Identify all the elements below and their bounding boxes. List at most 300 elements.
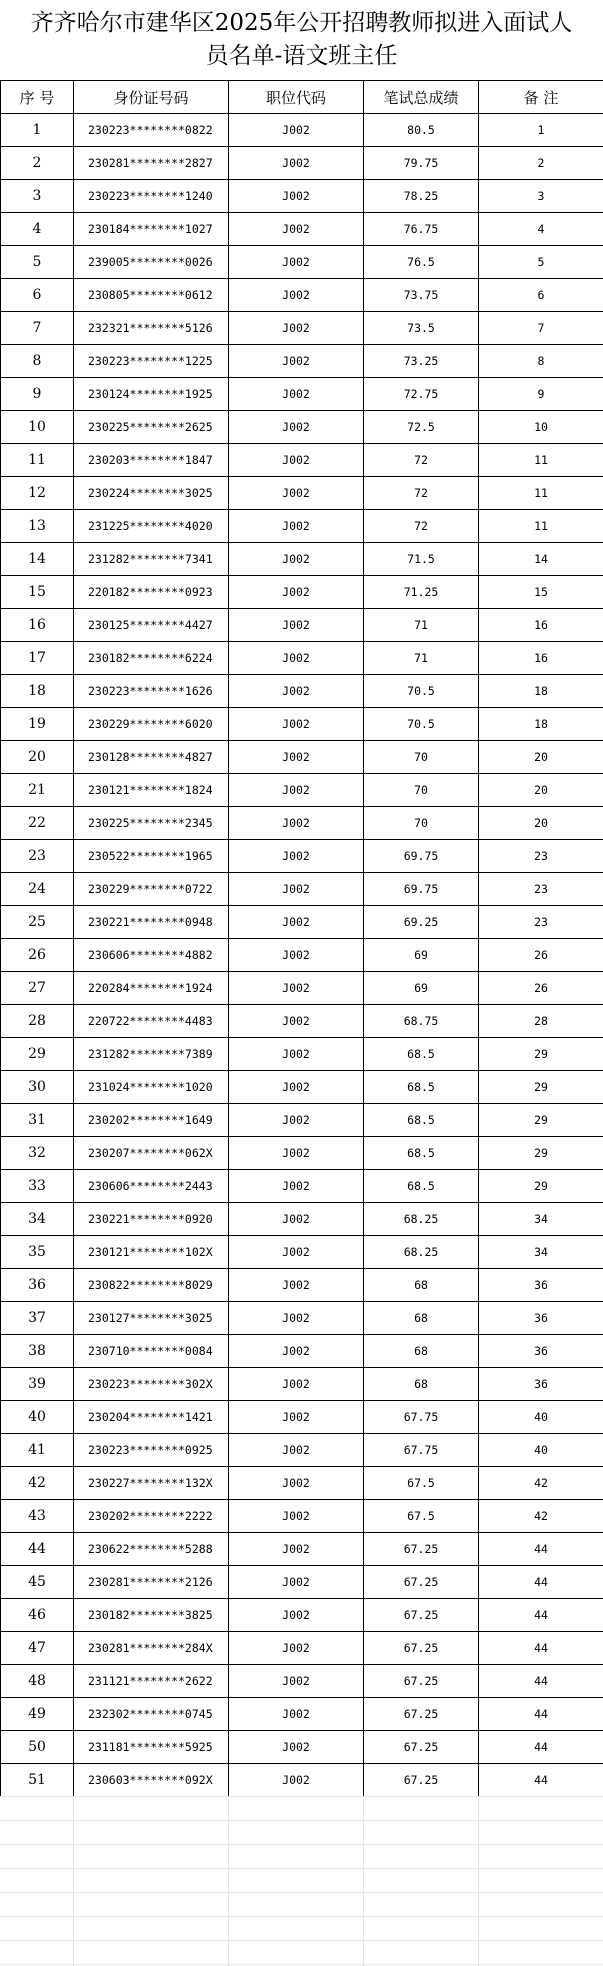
cell-remark: 20 bbox=[479, 774, 603, 807]
cell-seq: 37 bbox=[1, 1302, 74, 1335]
cell-id-number: 230221********0948 bbox=[74, 906, 229, 939]
table-row bbox=[1, 1269, 603, 1302]
cell-remark: 23 bbox=[479, 873, 603, 906]
cell-id-number: 230281********284X bbox=[74, 1632, 229, 1665]
table-row bbox=[1, 279, 603, 312]
cell-remark: 42 bbox=[479, 1467, 603, 1500]
cell-remark: 15 bbox=[479, 576, 603, 609]
table-row bbox=[1, 114, 603, 147]
header-row bbox=[1, 81, 603, 114]
cell-id-number: 231121********2622 bbox=[74, 1665, 229, 1698]
cell-position-code: J002 bbox=[229, 675, 364, 708]
cell-remark: 44 bbox=[479, 1599, 603, 1632]
cell-remark: 29 bbox=[479, 1038, 603, 1071]
table-row bbox=[1, 1731, 603, 1764]
cell-seq: 12 bbox=[1, 477, 74, 510]
cell-written-score: 72.75 bbox=[364, 378, 479, 411]
cell-position-code: J002 bbox=[229, 642, 364, 675]
grid-line bbox=[0, 1916, 603, 1917]
cell-id-number: 230606********2443 bbox=[74, 1170, 229, 1203]
table-row bbox=[1, 741, 603, 774]
cell-position-code: J002 bbox=[229, 345, 364, 378]
cell-seq: 48 bbox=[1, 1665, 74, 1698]
cell-id-number: 231282********7341 bbox=[74, 543, 229, 576]
cell-seq: 18 bbox=[1, 675, 74, 708]
cell-written-score: 68 bbox=[364, 1269, 479, 1302]
cell-seq: 1 bbox=[1, 114, 74, 147]
cell-written-score: 76.5 bbox=[364, 246, 479, 279]
table-row bbox=[1, 1335, 603, 1368]
cell-id-number: 231225********4020 bbox=[74, 510, 229, 543]
cell-written-score: 68.5 bbox=[364, 1038, 479, 1071]
cell-seq: 25 bbox=[1, 906, 74, 939]
cell-seq: 11 bbox=[1, 444, 74, 477]
table-row bbox=[1, 939, 603, 972]
cell-remark: 18 bbox=[479, 675, 603, 708]
cell-id-number: 230221********0920 bbox=[74, 1203, 229, 1236]
cell-seq: 17 bbox=[1, 642, 74, 675]
table-body bbox=[1, 114, 603, 1797]
cell-remark: 42 bbox=[479, 1500, 603, 1533]
table-row bbox=[1, 345, 603, 378]
table-row bbox=[1, 1005, 603, 1038]
cell-id-number: 230223********1626 bbox=[74, 675, 229, 708]
table-row bbox=[1, 1368, 603, 1401]
cell-seq: 29 bbox=[1, 1038, 74, 1071]
grid-line bbox=[0, 1892, 603, 1893]
cell-position-code: J002 bbox=[229, 708, 364, 741]
cell-written-score: 70.5 bbox=[364, 708, 479, 741]
cell-seq: 51 bbox=[1, 1764, 74, 1797]
cell-seq: 5 bbox=[1, 246, 74, 279]
cell-written-score: 67.25 bbox=[364, 1698, 479, 1731]
document-title bbox=[0, 0, 603, 80]
cell-id-number: 230127********3025 bbox=[74, 1302, 229, 1335]
cell-written-score: 72 bbox=[364, 510, 479, 543]
cell-seq: 35 bbox=[1, 1236, 74, 1269]
cell-remark: 44 bbox=[479, 1698, 603, 1731]
cell-written-score: 72 bbox=[364, 477, 479, 510]
cell-remark: 20 bbox=[479, 741, 603, 774]
cell-id-number: 230822********8029 bbox=[74, 1269, 229, 1302]
cell-seq: 46 bbox=[1, 1599, 74, 1632]
table-row bbox=[1, 675, 603, 708]
cell-remark: 36 bbox=[479, 1269, 603, 1302]
cell-id-number: 231181********5925 bbox=[74, 1731, 229, 1764]
cell-remark: 34 bbox=[479, 1236, 603, 1269]
cell-id-number: 230223********1225 bbox=[74, 345, 229, 378]
cell-id-number: 230182********6224 bbox=[74, 642, 229, 675]
cell-position-code: J002 bbox=[229, 312, 364, 345]
cell-position-code: J002 bbox=[229, 1467, 364, 1500]
grid-line bbox=[0, 1820, 603, 1821]
cell-id-number: 230121********1824 bbox=[74, 774, 229, 807]
cell-remark: 40 bbox=[479, 1434, 603, 1467]
cell-position-code: J002 bbox=[229, 147, 364, 180]
cell-remark: 28 bbox=[479, 1005, 603, 1038]
cell-position-code: J002 bbox=[229, 972, 364, 1005]
table-row bbox=[1, 1071, 603, 1104]
table-row bbox=[1, 1401, 603, 1434]
cell-position-code: J002 bbox=[229, 543, 364, 576]
table-row bbox=[1, 1170, 603, 1203]
table-row bbox=[1, 1533, 603, 1566]
cell-written-score: 71.5 bbox=[364, 543, 479, 576]
header-seq: 序 号 bbox=[1, 81, 74, 114]
cell-id-number: 230124********1925 bbox=[74, 378, 229, 411]
cell-id-number: 230204********1421 bbox=[74, 1401, 229, 1434]
cell-position-code: J002 bbox=[229, 279, 364, 312]
grid-line bbox=[228, 1796, 229, 1966]
cell-seq: 19 bbox=[1, 708, 74, 741]
cell-position-code: J002 bbox=[229, 576, 364, 609]
cell-seq: 22 bbox=[1, 807, 74, 840]
cell-position-code: J002 bbox=[229, 1665, 364, 1698]
cell-id-number: 230227********132X bbox=[74, 1467, 229, 1500]
cell-remark: 11 bbox=[479, 444, 603, 477]
cell-id-number: 232302********0745 bbox=[74, 1698, 229, 1731]
cell-written-score: 71.25 bbox=[364, 576, 479, 609]
cell-id-number: 220284********1924 bbox=[74, 972, 229, 1005]
cell-written-score: 73.5 bbox=[364, 312, 479, 345]
cell-written-score: 67.25 bbox=[364, 1566, 479, 1599]
table-row bbox=[1, 1302, 603, 1335]
cell-position-code: J002 bbox=[229, 1566, 364, 1599]
cell-remark: 44 bbox=[479, 1665, 603, 1698]
cell-id-number: 230522********1965 bbox=[74, 840, 229, 873]
cell-position-code: J002 bbox=[229, 477, 364, 510]
table-row bbox=[1, 1566, 603, 1599]
cell-written-score: 72 bbox=[364, 444, 479, 477]
cell-id-number: 230603********092X bbox=[74, 1764, 229, 1797]
table-row bbox=[1, 1665, 603, 1698]
cell-position-code: J002 bbox=[229, 873, 364, 906]
table-row bbox=[1, 543, 603, 576]
table-row bbox=[1, 1632, 603, 1665]
cell-seq: 43 bbox=[1, 1500, 74, 1533]
cell-remark: 36 bbox=[479, 1368, 603, 1401]
cell-id-number: 230229********6020 bbox=[74, 708, 229, 741]
cell-seq: 40 bbox=[1, 1401, 74, 1434]
cell-position-code: J002 bbox=[229, 939, 364, 972]
cell-seq: 7 bbox=[1, 312, 74, 345]
cell-written-score: 68.5 bbox=[364, 1071, 479, 1104]
cell-position-code: J002 bbox=[229, 411, 364, 444]
cell-remark: 7 bbox=[479, 312, 603, 345]
cell-seq: 27 bbox=[1, 972, 74, 1005]
table-row bbox=[1, 312, 603, 345]
cell-position-code: J002 bbox=[229, 1170, 364, 1203]
table-row bbox=[1, 1137, 603, 1170]
cell-id-number: 230229********0722 bbox=[74, 873, 229, 906]
cell-id-number: 230223********0822 bbox=[74, 114, 229, 147]
cell-seq: 26 bbox=[1, 939, 74, 972]
cell-seq: 34 bbox=[1, 1203, 74, 1236]
cell-written-score: 80.5 bbox=[364, 114, 479, 147]
cell-position-code: J002 bbox=[229, 213, 364, 246]
cell-remark: 6 bbox=[479, 279, 603, 312]
cell-id-number: 230281********2827 bbox=[74, 147, 229, 180]
cell-seq: 23 bbox=[1, 840, 74, 873]
cell-seq: 42 bbox=[1, 1467, 74, 1500]
cell-written-score: 67.25 bbox=[364, 1665, 479, 1698]
table-row bbox=[1, 1434, 603, 1467]
table-row bbox=[1, 576, 603, 609]
cell-written-score: 73.75 bbox=[364, 279, 479, 312]
cell-position-code: J002 bbox=[229, 1104, 364, 1137]
empty-grid-area bbox=[0, 1796, 603, 1966]
table-row bbox=[1, 378, 603, 411]
cell-id-number: 230202********1649 bbox=[74, 1104, 229, 1137]
cell-position-code: J002 bbox=[229, 1632, 364, 1665]
cell-written-score: 70 bbox=[364, 807, 479, 840]
header-id-number: 身份证号码 bbox=[74, 81, 229, 114]
table-row bbox=[1, 642, 603, 675]
cell-seq: 32 bbox=[1, 1137, 74, 1170]
cell-written-score: 67.75 bbox=[364, 1401, 479, 1434]
cell-id-number: 230207********062X bbox=[74, 1137, 229, 1170]
cell-written-score: 67.25 bbox=[364, 1632, 479, 1665]
cell-written-score: 68.75 bbox=[364, 1005, 479, 1038]
cell-id-number: 231282********7389 bbox=[74, 1038, 229, 1071]
table-row bbox=[1, 213, 603, 246]
cell-seq: 50 bbox=[1, 1731, 74, 1764]
cell-seq: 28 bbox=[1, 1005, 74, 1038]
cell-id-number: 231024********1020 bbox=[74, 1071, 229, 1104]
cell-remark: 26 bbox=[479, 939, 603, 972]
cell-id-number: 230225********2345 bbox=[74, 807, 229, 840]
cell-remark: 44 bbox=[479, 1764, 603, 1797]
cell-written-score: 71 bbox=[364, 642, 479, 675]
cell-id-number: 230622********5288 bbox=[74, 1533, 229, 1566]
cell-remark: 44 bbox=[479, 1566, 603, 1599]
cell-remark: 23 bbox=[479, 840, 603, 873]
cell-position-code: J002 bbox=[229, 378, 364, 411]
header-remark: 备 注 bbox=[479, 81, 603, 114]
cell-written-score: 67.5 bbox=[364, 1467, 479, 1500]
cell-remark: 2 bbox=[479, 147, 603, 180]
cell-remark: 34 bbox=[479, 1203, 603, 1236]
cell-written-score: 70.5 bbox=[364, 675, 479, 708]
cell-position-code: J002 bbox=[229, 1269, 364, 1302]
cell-id-number: 230223********0925 bbox=[74, 1434, 229, 1467]
cell-id-number: 230182********3825 bbox=[74, 1599, 229, 1632]
cell-id-number: 230805********0612 bbox=[74, 279, 229, 312]
cell-seq: 2 bbox=[1, 147, 74, 180]
cell-seq: 39 bbox=[1, 1368, 74, 1401]
table-row bbox=[1, 840, 603, 873]
table-row bbox=[1, 477, 603, 510]
cell-written-score: 68 bbox=[364, 1335, 479, 1368]
cell-position-code: J002 bbox=[229, 1434, 364, 1467]
table-row bbox=[1, 1236, 603, 1269]
cell-remark: 11 bbox=[479, 510, 603, 543]
cell-written-score: 69.25 bbox=[364, 906, 479, 939]
cell-remark: 1 bbox=[479, 114, 603, 147]
cell-position-code: J002 bbox=[229, 1599, 364, 1632]
cell-remark: 20 bbox=[479, 807, 603, 840]
header-written-score: 笔试总成绩 bbox=[364, 81, 479, 114]
cell-position-code: J002 bbox=[229, 1203, 364, 1236]
cell-seq: 41 bbox=[1, 1434, 74, 1467]
cell-seq: 45 bbox=[1, 1566, 74, 1599]
cell-id-number: 230125********4427 bbox=[74, 609, 229, 642]
cell-position-code: J002 bbox=[229, 510, 364, 543]
cell-written-score: 69 bbox=[364, 972, 479, 1005]
cell-written-score: 68 bbox=[364, 1302, 479, 1335]
cell-remark: 9 bbox=[479, 378, 603, 411]
cell-written-score: 68.5 bbox=[364, 1137, 479, 1170]
cell-position-code: J002 bbox=[229, 1038, 364, 1071]
cell-remark: 11 bbox=[479, 477, 603, 510]
grid-line bbox=[0, 1940, 603, 1941]
cell-seq: 13 bbox=[1, 510, 74, 543]
cell-position-code: J002 bbox=[229, 906, 364, 939]
cell-remark: 26 bbox=[479, 972, 603, 1005]
cell-seq: 8 bbox=[1, 345, 74, 378]
cell-id-number: 230281********2126 bbox=[74, 1566, 229, 1599]
grid-line bbox=[478, 1796, 479, 1966]
table-row bbox=[1, 1698, 603, 1731]
cell-seq: 6 bbox=[1, 279, 74, 312]
cell-id-number: 230202********2222 bbox=[74, 1500, 229, 1533]
cell-written-score: 70 bbox=[364, 774, 479, 807]
cell-remark: 29 bbox=[479, 1170, 603, 1203]
cell-id-number: 232321********5126 bbox=[74, 312, 229, 345]
cell-id-number: 239005********0026 bbox=[74, 246, 229, 279]
cell-written-score: 71 bbox=[364, 609, 479, 642]
cell-id-number: 230224********3025 bbox=[74, 477, 229, 510]
cell-remark: 23 bbox=[479, 906, 603, 939]
cell-position-code: J002 bbox=[229, 444, 364, 477]
table-row bbox=[1, 1500, 603, 1533]
cell-seq: 47 bbox=[1, 1632, 74, 1665]
cell-written-score: 67.25 bbox=[364, 1731, 479, 1764]
cell-position-code: J002 bbox=[229, 1401, 364, 1434]
cell-seq: 10 bbox=[1, 411, 74, 444]
table-row bbox=[1, 1104, 603, 1137]
cell-written-score: 67.5 bbox=[364, 1500, 479, 1533]
cell-written-score: 70 bbox=[364, 741, 479, 774]
cell-seq: 36 bbox=[1, 1269, 74, 1302]
cell-remark: 3 bbox=[479, 180, 603, 213]
cell-seq: 15 bbox=[1, 576, 74, 609]
cell-written-score: 69.75 bbox=[364, 840, 479, 873]
table-row bbox=[1, 708, 603, 741]
cell-written-score: 79.75 bbox=[364, 147, 479, 180]
cell-remark: 29 bbox=[479, 1071, 603, 1104]
cell-remark: 44 bbox=[479, 1731, 603, 1764]
cell-id-number: 220722********4483 bbox=[74, 1005, 229, 1038]
cell-written-score: 68.25 bbox=[364, 1203, 479, 1236]
table-row bbox=[1, 1467, 603, 1500]
grid-line bbox=[0, 1796, 603, 1797]
table-row bbox=[1, 246, 603, 279]
grid-line bbox=[0, 1868, 603, 1869]
cell-written-score: 68.5 bbox=[364, 1104, 479, 1137]
cell-written-score: 67.25 bbox=[364, 1599, 479, 1632]
cell-seq: 20 bbox=[1, 741, 74, 774]
cell-written-score: 69 bbox=[364, 939, 479, 972]
cell-id-number: 230606********4882 bbox=[74, 939, 229, 972]
table-row bbox=[1, 1203, 603, 1236]
cell-position-code: J002 bbox=[229, 1137, 364, 1170]
cell-written-score: 76.75 bbox=[364, 213, 479, 246]
cell-position-code: J002 bbox=[229, 1071, 364, 1104]
cell-remark: 16 bbox=[479, 609, 603, 642]
cell-id-number: 230203********1847 bbox=[74, 444, 229, 477]
cell-id-number: 230184********1027 bbox=[74, 213, 229, 246]
cell-position-code: J002 bbox=[229, 741, 364, 774]
cell-remark: 44 bbox=[479, 1533, 603, 1566]
cell-position-code: J002 bbox=[229, 609, 364, 642]
table-row bbox=[1, 1038, 603, 1071]
grid-line bbox=[0, 1844, 603, 1845]
cell-remark: 4 bbox=[479, 213, 603, 246]
cell-remark: 44 bbox=[479, 1632, 603, 1665]
cell-position-code: J002 bbox=[229, 1698, 364, 1731]
cell-remark: 40 bbox=[479, 1401, 603, 1434]
header-position-code: 职位代码 bbox=[229, 81, 364, 114]
cell-seq: 4 bbox=[1, 213, 74, 246]
cell-seq: 33 bbox=[1, 1170, 74, 1203]
table-row bbox=[1, 1764, 603, 1797]
table-row bbox=[1, 609, 603, 642]
cell-id-number: 230128********4827 bbox=[74, 741, 229, 774]
cell-written-score: 68.25 bbox=[364, 1236, 479, 1269]
cell-position-code: J002 bbox=[229, 180, 364, 213]
table-row bbox=[1, 147, 603, 180]
cell-id-number: 230223********1240 bbox=[74, 180, 229, 213]
cell-written-score: 69.75 bbox=[364, 873, 479, 906]
cell-position-code: J002 bbox=[229, 1005, 364, 1038]
table-row bbox=[1, 510, 603, 543]
grid-line bbox=[0, 1964, 603, 1965]
cell-remark: 8 bbox=[479, 345, 603, 378]
cell-seq: 30 bbox=[1, 1071, 74, 1104]
cell-remark: 18 bbox=[479, 708, 603, 741]
cell-seq: 49 bbox=[1, 1698, 74, 1731]
cell-position-code: J002 bbox=[229, 1731, 364, 1764]
cell-id-number: 230710********0084 bbox=[74, 1335, 229, 1368]
cell-remark: 36 bbox=[479, 1302, 603, 1335]
cell-position-code: J002 bbox=[229, 114, 364, 147]
cell-remark: 36 bbox=[479, 1335, 603, 1368]
cell-written-score: 72.5 bbox=[364, 411, 479, 444]
table-row bbox=[1, 1599, 603, 1632]
cell-remark: 29 bbox=[479, 1137, 603, 1170]
cell-remark: 5 bbox=[479, 246, 603, 279]
cell-remark: 10 bbox=[479, 411, 603, 444]
cell-position-code: J002 bbox=[229, 246, 364, 279]
cell-remark: 16 bbox=[479, 642, 603, 675]
cell-id-number: 230223********302X bbox=[74, 1368, 229, 1401]
table-row bbox=[1, 906, 603, 939]
cell-position-code: J002 bbox=[229, 1764, 364, 1797]
cell-position-code: J002 bbox=[229, 840, 364, 873]
cell-position-code: J002 bbox=[229, 1236, 364, 1269]
table-row bbox=[1, 807, 603, 840]
grid-line bbox=[363, 1796, 364, 1966]
cell-seq: 14 bbox=[1, 543, 74, 576]
cell-written-score: 78.25 bbox=[364, 180, 479, 213]
cell-seq: 16 bbox=[1, 609, 74, 642]
cell-position-code: J002 bbox=[229, 807, 364, 840]
cell-position-code: J002 bbox=[229, 1500, 364, 1533]
table-row bbox=[1, 180, 603, 213]
cell-seq: 31 bbox=[1, 1104, 74, 1137]
cell-remark: 29 bbox=[479, 1104, 603, 1137]
